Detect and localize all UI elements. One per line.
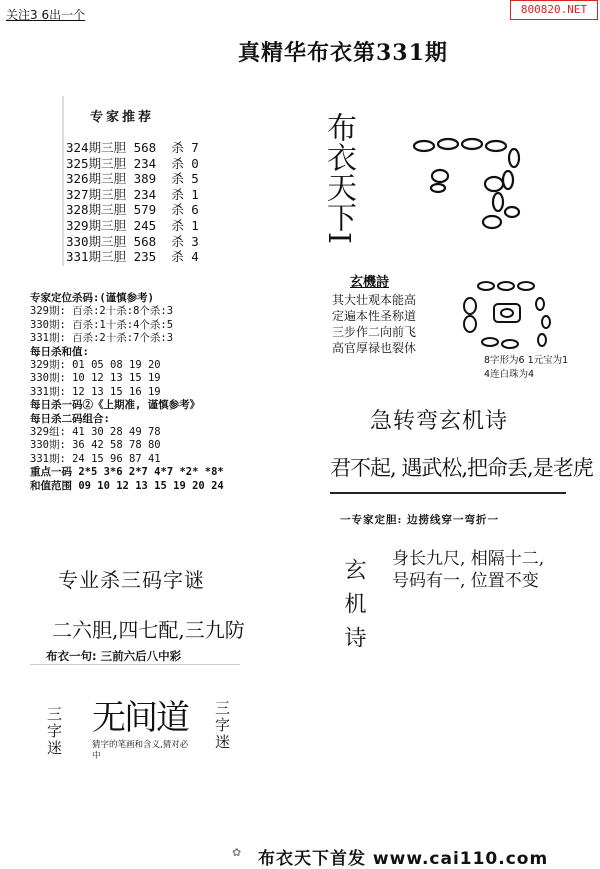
one-code-heading: 每日杀一码②《上期准, 谨慎参考》 bbox=[30, 399, 201, 412]
sum-range-row: 和值范围 09 10 12 13 15 19 20 24 bbox=[30, 479, 224, 492]
site-watermark[interactable]: 800820.NET bbox=[510, 0, 598, 20]
list-item: 324期三胆 568 杀 7 bbox=[66, 140, 199, 155]
xuanji-poem-title: 玄機詩 bbox=[350, 275, 390, 290]
footer-text[interactable]: 布衣天下首发 www.cai110.com bbox=[258, 849, 549, 869]
divider bbox=[330, 492, 566, 494]
expert-heading: 专家推荐 bbox=[90, 110, 155, 125]
section-heading: 急转弯玄机诗 bbox=[370, 409, 509, 434]
list-item: 331期: 12 13 15 16 19 bbox=[30, 385, 161, 398]
stats-block bbox=[30, 292, 224, 493]
list-item: 326期三胆 389 杀 5 bbox=[66, 171, 199, 187]
list-item: 331期: 24 15 96 87 41 bbox=[30, 452, 161, 465]
poem-line: 三步作二向前飞 bbox=[332, 325, 417, 339]
xuanji-poem bbox=[332, 292, 416, 356]
xuanji-riddle-poem bbox=[392, 548, 544, 592]
divider bbox=[30, 664, 240, 665]
ban-text: 君不起, 遇武松,把命丢,是老虎 bbox=[330, 456, 593, 480]
riddle-main: 二六胆,四七配,三九防 bbox=[52, 618, 245, 642]
side-label-right: 三字迷 bbox=[213, 700, 231, 751]
side-label-left: 三字迷 bbox=[45, 706, 63, 757]
footer-logo-icon: ✿ bbox=[232, 846, 242, 859]
xuanji-vertical-title: 玄机诗 bbox=[341, 558, 366, 660]
list-item: 329期: 01 05 08 19 20 bbox=[30, 359, 161, 372]
list-item: 325期三胆 234 杀 0 bbox=[66, 155, 199, 171]
list-item: 330期: 36 42 58 78 80 bbox=[30, 439, 161, 452]
follow-note: 关注3 6出一个 bbox=[6, 8, 86, 22]
puzzle-legend bbox=[484, 354, 568, 382]
list-item: 330期: 10 12 13 15 19 bbox=[30, 372, 161, 385]
poem-line: 高官厚禄也裂休 bbox=[332, 341, 417, 355]
list-item: 329期: 百杀:2十杀:8个杀:3 bbox=[30, 305, 174, 318]
buyi-vertical-title: 布衣天下I bbox=[321, 112, 356, 244]
expert-pick-list bbox=[66, 140, 199, 265]
list-item: 330期: 百杀:1十杀:4个杀:5 bbox=[30, 318, 174, 331]
poem-line: 其大壮观本能高 bbox=[332, 293, 417, 307]
list-item: 331期: 百杀:2十杀:7个杀:3 bbox=[30, 332, 174, 345]
list-item: 330期三胆 568 杀 3 bbox=[66, 233, 199, 249]
poem-line: 身长九尺, 相隔十二, bbox=[392, 549, 545, 569]
position-kill-heading: 专家定位杀码:(谨慎参考) bbox=[30, 292, 154, 304]
two-code-heading: 每日杀二码组合: bbox=[30, 412, 110, 425]
poem-line: 号码有一, 位置不变 bbox=[392, 571, 539, 591]
riddle-big-text: 无间道 bbox=[92, 698, 188, 738]
bead-puzzle-image bbox=[412, 130, 532, 240]
page-title: 真精华布衣第331期 bbox=[238, 40, 448, 66]
list-item: 329组: 41 30 28 49 78 bbox=[30, 426, 161, 439]
list-item: 329期三胆 245 杀 1 bbox=[66, 217, 199, 233]
daily-kill-heading: 每日杀和值: bbox=[30, 345, 89, 358]
expert-line: 一专家定胆: 边捞线穿一弯折一 bbox=[340, 514, 500, 526]
poem-line: 定遍本性圣称道 bbox=[332, 309, 417, 323]
legend-line: 4连白珠为4 bbox=[484, 369, 535, 380]
legend-line: 8字形为6 1元宝为1 bbox=[484, 355, 569, 366]
list-item: 331期三胆 235 杀 4 bbox=[66, 249, 199, 265]
list-item: 327期三胆 234 杀 1 bbox=[66, 186, 199, 202]
list-item: 328期三胆 579 杀 6 bbox=[66, 202, 199, 218]
bead-puzzle-image-2 bbox=[456, 278, 556, 354]
focus-code-row: 重点一码 2*5 3*6 2*7 4*7 *2* *8* bbox=[30, 466, 224, 479]
riddle-title: 专业杀三码字谜 bbox=[58, 568, 205, 592]
riddle-note: 猜字的笔画和含义,猜对必中 bbox=[92, 740, 189, 761]
riddle-subline: 布衣一句: 三前六后八中彩 bbox=[46, 649, 182, 663]
